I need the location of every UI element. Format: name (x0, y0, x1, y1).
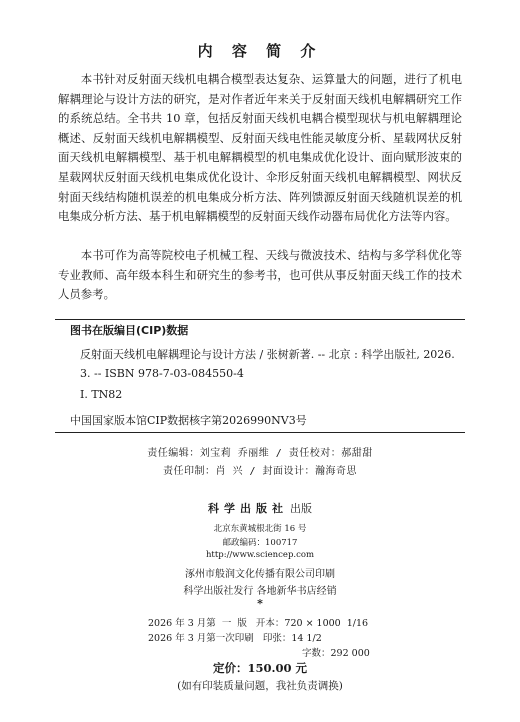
summary-paragraph-1-text: 本书针对反射面天线机电耦合模型表达复杂、运算量大的问题，进行了机电解耦理论与设计方法的研究，是对作者近年来关于反射面天线机电解耦研究工作的系统总结。全书共 10 章，包括反射面天线机电耦合模型现状与机电解耦理论概述、反射面天线机电解耦模型、反射面天线电性能灵敏度分析、星载网状反射面天线机电解耦模型、基于机电解耦模型的机电集成优化设计、面向赋形波束的星载网状反射面天线机电集成优化设计、伞形反射面天线机电解耦模型、网状反射面天线结构随机误差的机电集成分析方法、阵列馈源反射面天线随机误差的机电集成分析方法、基于机电解耦模型的反射面天线作动器布局优化方法等内容。 (58, 72, 462, 224)
summary-paragraph-2-text: 本书可作为高等院校电子机械工程、天线与微波技术、结构与多学科优化等专业教师、高年级本科生和研究生的参考书，也可供从事反射面天线工作的技术人员参考。 (58, 248, 462, 302)
edition-line-1: 2026 年 3 月第 一 版 开本：720 × 1000 1/16 (148, 618, 369, 629)
quality-notice: (如有印装质量问题，我社负责调换) (177, 680, 343, 692)
edition-line-2: 2026 年 3 月第一次印刷 印张：14 1/2 (148, 633, 322, 644)
cip-number: 中国国家版本馆CIP数据核字第2026990NV3号 (70, 414, 307, 427)
staff-production: 责任印制：肖 兴 / 封面设计：瀚海奇思 (162, 466, 358, 477)
price: 定价：150.00 元 (212, 661, 307, 675)
summary-paragraph-2 (58, 246, 462, 305)
publisher-line (0, 500, 520, 516)
publisher-suffix: 出版 (290, 502, 312, 515)
publisher-name: 科学出版社 (208, 502, 288, 515)
publisher-address: 北京东黄城根北街 16 号 (213, 524, 307, 534)
separator-asterisk: * (257, 597, 263, 610)
cip-top-divider (55, 319, 465, 320)
summary-title: 内 容 简 介 (197, 42, 323, 60)
cip-header: 图书在版编目(CIP)数据 (70, 324, 189, 337)
summary-paragraph-1 (58, 70, 462, 227)
distributor-line: 科学出版社发行 各地新华书店经销 (183, 586, 337, 597)
staff-editors: 责任编辑：刘宝莉 乔丽维 / 责任校对：郝甜甜 (147, 448, 373, 459)
cip-classification: Ⅰ. TN82 (80, 388, 123, 401)
cip-record: 反射面天线机电解耦理论与设计方法 / 张树新著. -- 北京 : 科学出版社, 2026. 3. -- ISBN 978-7-03-084550-4 (80, 348, 455, 380)
publisher-website: http://www.sciencep.com (205, 550, 315, 560)
printer-line: 涿州市般润文化传播有限公司印刷 (185, 569, 335, 580)
publisher-postcode: 邮政编码：100717 (222, 538, 298, 548)
cip-bottom-divider (55, 432, 465, 433)
edition-line-3: 字数：292 000 (302, 648, 370, 659)
